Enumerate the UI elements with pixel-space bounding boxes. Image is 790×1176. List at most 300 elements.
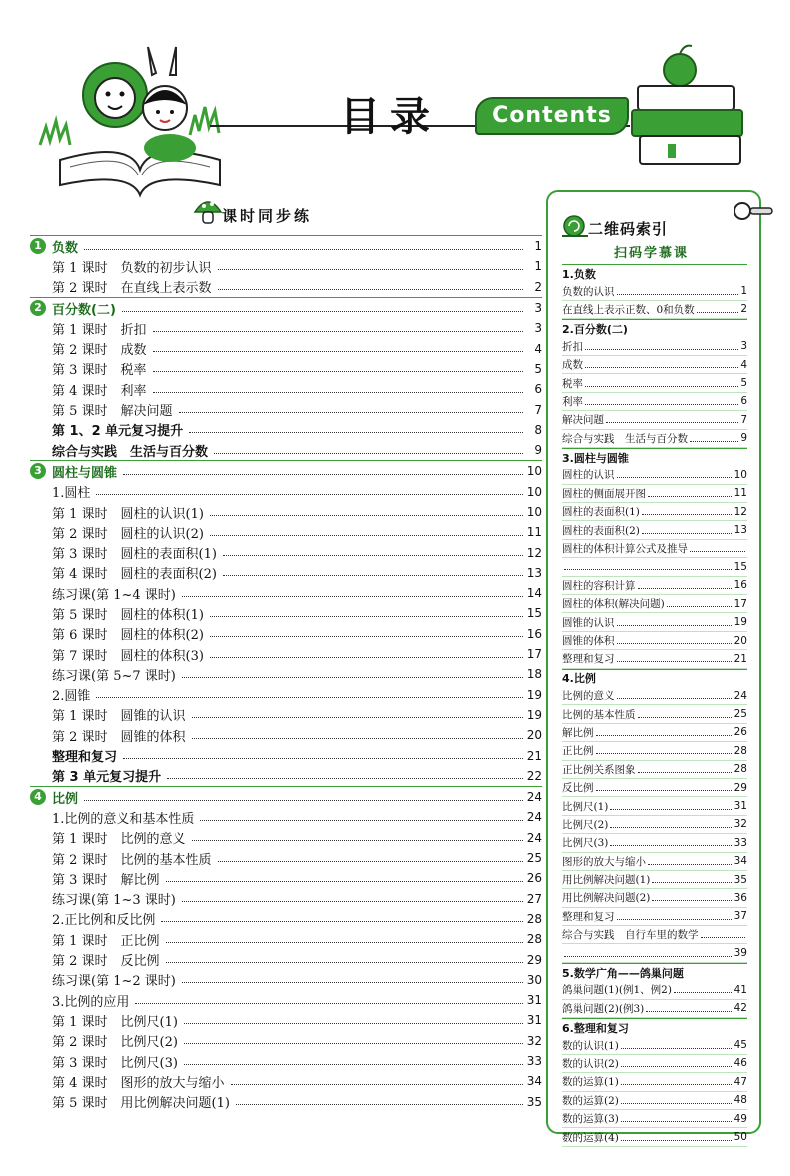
qr-item-page: 12: [733, 505, 747, 518]
toc-row: [30, 949, 542, 969]
dot-leader: [621, 1121, 732, 1122]
qr-item-label: 整理和复习: [562, 910, 615, 923]
dot-leader: [617, 477, 732, 478]
toc-label: 第 1 课时 折扣: [30, 319, 150, 338]
dot-leader: [231, 1084, 523, 1085]
toc-page-number: 17: [526, 647, 542, 662]
dot-leader: [610, 827, 731, 828]
toc-page-number: 26: [526, 871, 542, 886]
qr-item-label: 综合与实践 生活与百分数: [562, 432, 688, 445]
toc-page-number: 27: [526, 891, 542, 906]
toc-row: [30, 420, 542, 440]
qr-item-page: 4: [740, 358, 747, 371]
toc-page-number: 10: [526, 464, 542, 479]
dot-leader: [564, 956, 732, 957]
toc-page-number: 24: [526, 810, 542, 825]
qr-item-label: 圆柱的表面积(1): [562, 506, 640, 519]
qr-index-item: [562, 687, 747, 705]
toc-label: 综合与实践 生活与百分数: [30, 441, 211, 460]
qr-index-item: [562, 742, 747, 760]
dot-leader: [184, 1023, 523, 1024]
qr-item-page: 37: [733, 910, 747, 923]
toc-row: [30, 889, 542, 909]
qr-item-page: 11: [733, 487, 747, 500]
qr-item-page: 46: [733, 1057, 747, 1070]
qr-item-label: 圆锥的体积: [562, 635, 615, 647]
qr-item-label: 鸽巢问题(2)(例3): [562, 1002, 645, 1015]
qr-index-item: [562, 374, 747, 392]
qr-index-item: [562, 558, 747, 576]
qr-index-item: [562, 650, 747, 668]
toc-label: 第 1 课时 比例尺(1): [30, 1011, 181, 1030]
qr-item-label: 反比例: [562, 782, 594, 795]
toc-label: 第 3 课时 比例尺(3): [30, 1052, 181, 1071]
toc-page-number: 32: [526, 1033, 542, 1048]
qr-item-label: 比例尺(3): [562, 837, 609, 850]
dot-leader: [585, 386, 738, 387]
qr-item-page: 39: [733, 947, 747, 960]
dot-leader: [596, 790, 732, 791]
qr-item-label: 用比例解决问题(1): [562, 874, 651, 887]
qr-item-label: 正比例: [562, 745, 594, 758]
dot-leader: [214, 453, 523, 454]
qr-item-label: 整理和复习: [562, 653, 615, 666]
qr-item-page: 45: [733, 1039, 747, 1052]
dot-leader: [192, 717, 523, 718]
toc-label: 第 7 课时 圆柱的体积(3): [30, 645, 207, 664]
qr-item-label: 综合与实践 自行车里的数学: [562, 929, 699, 942]
qr-item-page: 28: [733, 763, 747, 776]
qr-item-label: 数的认识(1): [562, 1039, 619, 1052]
qr-index-item: [562, 944, 747, 962]
qr-section-heading: [562, 448, 747, 466]
dot-leader: [218, 861, 523, 862]
qr-item-page: 47: [733, 1075, 747, 1088]
toc-page-number: 35: [526, 1094, 542, 1109]
toc-label: 练习课(第 5~7 课时): [30, 665, 179, 684]
qr-index-item: [562, 834, 747, 852]
toc-label: 第 5 课时 圆柱的体积(1): [30, 604, 207, 623]
qr-index-subtitle: 扫码学慕课: [614, 246, 690, 261]
toc-label: 1.比例的意义和基本性质: [30, 808, 197, 827]
dot-leader: [210, 657, 523, 658]
toc-unit-row: [30, 297, 542, 318]
toc-row: [30, 970, 542, 990]
dot-leader: [179, 412, 523, 413]
qr-item-label: 比例尺(2): [562, 818, 609, 831]
toc-page-number: 10: [526, 484, 542, 499]
toc-row: [30, 909, 542, 929]
dot-leader: [182, 901, 523, 902]
qr-item-page: 49: [733, 1112, 747, 1125]
reading-kids-illustration: [20, 20, 260, 220]
toc-label: 第 2 课时 比例尺(2): [30, 1031, 181, 1050]
dot-leader: [606, 422, 738, 423]
toc-page-number: 34: [526, 1074, 542, 1089]
dot-leader: [166, 881, 523, 882]
dot-leader: [564, 569, 732, 570]
toc-page-number: 29: [526, 952, 542, 967]
toc-row: [30, 868, 542, 888]
toc-row: [30, 664, 542, 684]
toc-row: [30, 256, 542, 276]
qr-index-item: [562, 853, 747, 871]
qr-item-label: 数的运算(1): [562, 1076, 619, 1089]
dot-leader: [218, 289, 523, 290]
toc-row: [30, 807, 542, 827]
toc-row: [30, 624, 542, 644]
qr-item-page: 48: [733, 1094, 747, 1107]
qr-item-page: 20: [733, 634, 747, 647]
qr-item-page: 31: [733, 800, 747, 813]
toc-row: [30, 766, 542, 786]
qr-item-page: 10: [733, 468, 747, 481]
dot-leader: [610, 809, 731, 810]
dot-leader: [84, 249, 523, 250]
qr-index-item: [562, 816, 747, 834]
unit-number-badge: 4: [30, 789, 46, 805]
qr-item-page: 1: [740, 285, 747, 298]
unit-number-badge: 3: [30, 463, 46, 479]
dot-leader: [122, 311, 523, 312]
toc-label: 第 2 课时 在直线上表示数: [30, 277, 215, 296]
qr-item-page: 21: [733, 652, 747, 665]
qr-index-item: [562, 1128, 747, 1146]
books-apple-illustration: [620, 40, 770, 180]
toc-label: 第 3 课时 税率: [30, 359, 150, 378]
qr-index-item: [562, 981, 747, 999]
dot-leader: [189, 432, 523, 433]
toc-label: 第 1 课时 负数的初步认识: [30, 257, 215, 276]
snail-icon: [560, 210, 590, 240]
qr-index-item: [562, 889, 747, 907]
qr-item-label: 圆柱的容积计算: [562, 579, 636, 592]
qr-item-page: 41: [733, 983, 747, 996]
toc-row: [30, 848, 542, 868]
toc-unit-row: [30, 235, 542, 256]
dot-leader: [642, 533, 732, 534]
toc-label: 2.圆锥: [30, 685, 93, 704]
dot-leader: [617, 698, 732, 699]
dot-leader: [610, 845, 731, 846]
qr-index-item: [562, 393, 747, 411]
dot-leader: [674, 992, 732, 993]
qr-item-page: 50: [733, 1131, 747, 1144]
toc-row: [30, 1010, 542, 1030]
qr-index-item: [562, 356, 747, 374]
dot-leader: [648, 864, 732, 865]
qr-item-label: 圆锥的认识: [562, 616, 615, 629]
qr-index-item: [562, 595, 747, 613]
qr-item-page: 6: [740, 395, 747, 408]
qr-item-page: 24: [733, 689, 747, 702]
toc-row: [30, 725, 542, 745]
dot-leader: [96, 494, 523, 495]
dot-leader: [123, 474, 523, 475]
toc-label: 第 1 课时 正比例: [30, 930, 163, 949]
qr-item-label: 比例的基本性质: [562, 708, 636, 721]
qr-index-item: [562, 797, 747, 815]
qr-index-item: [562, 1073, 747, 1091]
qr-index-title: 二维码索引: [588, 220, 669, 238]
toc-label: 整理和复习: [30, 746, 120, 765]
toc-row: [30, 1031, 542, 1051]
toc-label: 第 2 课时 圆柱的认识(2): [30, 523, 207, 542]
page-title: 目录: [340, 94, 440, 140]
toc-row: [30, 745, 542, 765]
qr-item-page: 7: [740, 413, 747, 426]
toc-row: [30, 502, 542, 522]
toc-row: [30, 563, 542, 583]
toc-label: 比例: [52, 788, 81, 807]
toc-label: 第 4 课时 圆柱的表面积(2): [30, 563, 220, 582]
toc-label: 第 5 课时 用比例解决问题(1): [30, 1092, 233, 1111]
qr-item-page: 13: [733, 524, 747, 537]
dot-leader: [182, 677, 523, 678]
dot-leader: [153, 371, 523, 372]
dot-leader: [621, 1084, 732, 1085]
qr-item-page: 16: [733, 579, 747, 592]
qr-index-item: [562, 485, 747, 503]
toc-label: 第 1 课时 圆锥的认识: [30, 705, 189, 724]
toc-page-number: 20: [526, 728, 542, 743]
unit-number-badge: 1: [30, 238, 46, 254]
qr-item-page: 3: [740, 340, 747, 353]
toc-page-number: 19: [526, 707, 542, 722]
dot-leader: [184, 1043, 523, 1044]
qr-index-item: [562, 632, 747, 650]
dot-leader: [690, 551, 745, 552]
qr-item-label: 4.比例: [562, 672, 596, 686]
qr-item-label: 数的认识(2): [562, 1057, 619, 1070]
dot-leader: [638, 772, 732, 773]
qr-index-item: [562, 705, 747, 723]
toc-row: [30, 828, 542, 848]
qr-item-label: 圆柱的侧面展开图: [562, 487, 646, 500]
dot-leader: [182, 596, 523, 597]
qr-index-item: [562, 871, 747, 889]
dot-leader: [617, 661, 732, 662]
toc-page-number: 10: [526, 505, 542, 519]
dot-leader: [648, 496, 732, 497]
toc-label: 1.圆柱: [30, 482, 93, 501]
qr-item-label: 用比例解决问题(2): [562, 892, 651, 905]
toc-page-number: 4: [534, 341, 542, 356]
qr-item-label: 折扣: [562, 340, 583, 353]
dot-leader: [596, 753, 732, 754]
qr-item-label: 3.圆柱与圆锥: [562, 451, 629, 465]
dot-leader: [184, 1064, 523, 1065]
qr-item-label: 利率: [562, 395, 583, 408]
section-title: 课时同步练: [222, 207, 313, 225]
qr-index-item: [562, 1092, 747, 1110]
qr-item-page: 17: [733, 597, 747, 610]
table-of-contents: [30, 235, 542, 1112]
dot-leader: [652, 900, 731, 901]
toc-page-number: 2: [534, 279, 542, 294]
toc-page-number: 24: [526, 790, 542, 805]
toc-row: [30, 318, 542, 338]
dot-leader: [621, 1140, 732, 1141]
toc-row: [30, 603, 542, 623]
toc-page-number: 13: [526, 565, 542, 580]
dot-leader: [84, 800, 523, 801]
dot-leader: [617, 919, 732, 920]
toc-page-number: 15: [526, 606, 542, 621]
dot-leader: [617, 294, 739, 295]
unit-number-badge: 2: [30, 300, 46, 316]
toc-row: [30, 379, 542, 399]
qr-index-item: [562, 724, 747, 742]
dot-leader: [153, 331, 523, 332]
toc-label: 负数: [52, 237, 81, 256]
qr-index-item: [562, 338, 747, 356]
toc-page-number: 16: [526, 626, 542, 641]
toc-page-number: 7: [534, 402, 542, 417]
qr-item-page: 19: [733, 616, 747, 629]
toc-page-number: 1: [534, 259, 542, 274]
qr-item-label: 圆柱的体积计算公式及推导: [562, 543, 688, 556]
qr-section-heading: [562, 319, 747, 337]
qr-item-label: 比例尺(1): [562, 800, 609, 813]
qr-index-item: [562, 779, 747, 797]
qr-item-label: 成数: [562, 359, 583, 372]
qr-item-label: 5.数学广角——鸽巢问题: [562, 966, 684, 980]
toc-row: [30, 277, 542, 297]
qr-item-label: 圆柱的认识: [562, 469, 615, 482]
dot-leader: [621, 1103, 732, 1104]
toc-row: [30, 482, 542, 502]
toc-page-number: 1: [534, 239, 542, 254]
dot-leader: [153, 351, 523, 352]
dot-leader: [182, 982, 523, 983]
qr-item-page: 29: [733, 781, 747, 794]
toc-page-number: 30: [526, 972, 542, 987]
mushroom-icon: [192, 196, 224, 226]
toc-label: 第 6 课时 圆柱的体积(2): [30, 624, 207, 643]
dot-leader: [153, 392, 523, 393]
toc-row: [30, 399, 542, 419]
qr-item-label: 正比例关系图象: [562, 763, 636, 776]
dot-leader: [210, 636, 523, 637]
dot-leader: [667, 606, 732, 607]
qr-item-label: 在直线上表示正数、0和负数: [562, 303, 695, 316]
toc-row: [30, 1091, 542, 1111]
dot-leader: [167, 778, 523, 779]
toc-label: 2.正比例和反比例: [30, 909, 158, 928]
dot-leader: [638, 588, 732, 589]
toc-page-number: 3: [534, 321, 542, 336]
toc-label: 第 1 课时 圆柱的认识(1): [30, 503, 207, 522]
qr-section-heading: [562, 1018, 747, 1036]
toc-row: [30, 644, 542, 664]
qr-index-item: [562, 301, 747, 319]
qr-item-label: 比例的意义: [562, 690, 615, 703]
toc-page-number: 11: [526, 525, 542, 540]
toc-page-number: 25: [526, 851, 542, 866]
toc-page-number: 5: [534, 361, 542, 376]
qr-item-page: 2: [740, 303, 747, 316]
toc-row: [30, 583, 542, 603]
qr-index-item: [562, 1110, 747, 1128]
dot-leader: [642, 514, 732, 515]
page-header: [0, 0, 790, 200]
toc-label: 练习课(第 1~4 课时): [30, 584, 179, 603]
dot-leader: [96, 697, 523, 698]
dot-leader: [192, 840, 523, 841]
qr-item-page: 28: [733, 744, 747, 757]
qr-item-label: 解决问题: [562, 414, 604, 427]
qr-item-page: 42: [733, 1002, 747, 1015]
toc-page-number: 19: [526, 687, 542, 702]
dot-leader: [166, 942, 523, 943]
qr-index-item: [562, 411, 747, 429]
toc-page-number: 31: [526, 1013, 542, 1028]
qr-item-label: 数的运算(4): [562, 1131, 619, 1144]
dot-leader: [135, 1003, 523, 1004]
qr-item-page: 36: [733, 891, 747, 904]
toc-page-number: 3: [534, 301, 542, 316]
toc-label: 练习课(第 1~3 课时): [30, 889, 179, 908]
toc-page-number: 33: [526, 1054, 542, 1069]
qr-index-panel: [546, 190, 761, 1144]
qr-index-item: [562, 908, 747, 926]
qr-item-page: 9: [740, 432, 747, 445]
toc-page-number: 12: [526, 545, 542, 560]
qr-item-label: 税率: [562, 377, 583, 390]
toc-page-number: 8: [534, 422, 542, 437]
qr-item-label: 圆柱的表面积(2): [562, 524, 640, 537]
qr-item-page: 32: [733, 818, 747, 831]
toc-label: 百分数(二): [52, 299, 119, 318]
qr-item-page: 26: [733, 726, 747, 739]
toc-label: 第 2 课时 成数: [30, 339, 150, 358]
qr-item-label: 数的运算(3): [562, 1113, 619, 1126]
toc-page-number: 14: [526, 586, 542, 601]
toc-label: 第 3 课时 解比例: [30, 869, 163, 888]
qr-index-item: [562, 430, 747, 448]
qr-index-item: [562, 540, 747, 558]
dot-leader: [166, 962, 523, 963]
dot-leader: [210, 535, 523, 536]
toc-label: 练习课(第 1~2 课时): [30, 970, 179, 989]
toc-unit-row: [30, 786, 542, 807]
qr-item-label: 负数的认识: [562, 285, 615, 298]
qr-index-item: [562, 1055, 747, 1073]
toc-page-number: 28: [526, 911, 542, 926]
toc-unit-row: [30, 460, 542, 481]
qr-item-page: 34: [733, 855, 747, 868]
toc-label: 第 3 课时 圆柱的表面积(1): [30, 543, 220, 562]
dot-leader: [236, 1104, 523, 1105]
dot-leader: [210, 616, 523, 617]
dot-leader: [218, 269, 523, 270]
toc-row: [30, 440, 542, 460]
qr-section-heading: [562, 963, 747, 981]
qr-item-page: 35: [733, 873, 747, 886]
dot-leader: [646, 1011, 731, 1012]
qr-item-label: 1.负数: [562, 267, 596, 281]
dot-leader: [617, 625, 732, 626]
toc-page-number: 24: [526, 830, 542, 845]
qr-section-heading: [562, 264, 747, 282]
toc-label: 圆柱与圆锥: [52, 462, 120, 481]
dot-leader: [701, 937, 746, 938]
qr-item-label: 圆柱的体积(解决问题): [562, 598, 665, 611]
contents-banner: Contents: [475, 97, 629, 135]
toc-page-number: 6: [534, 382, 542, 397]
dot-leader: [596, 735, 732, 736]
